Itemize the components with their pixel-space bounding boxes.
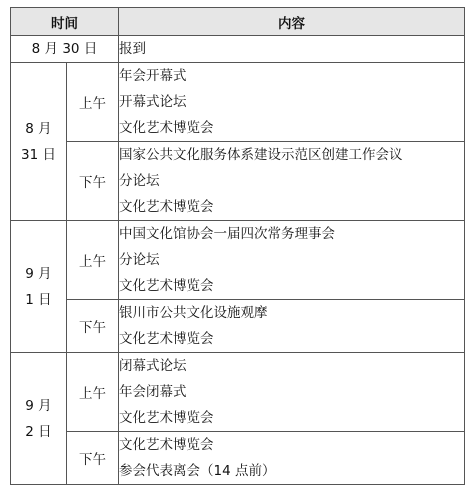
content-item: 文化艺术博览会 (119, 437, 214, 453)
date-cell (11, 221, 67, 353)
date-cell (11, 353, 67, 485)
date-month: 9 月 (25, 397, 52, 414)
table-row (11, 63, 465, 142)
content-item: 参会代表离会（14 点前） (119, 463, 276, 479)
content-item: 银川市公共文化设施观摩 (119, 305, 268, 321)
content-item: 分论坛 (119, 173, 160, 189)
date-day: 2 日 (25, 423, 52, 440)
content-item: 文化艺术博览会 (119, 331, 214, 347)
content-cell (119, 221, 465, 300)
table-header-row (11, 8, 465, 36)
content-cell (119, 142, 465, 221)
content-item: 国家公共文化服务体系建设示范区创建工作会议 (119, 147, 403, 163)
table-row (11, 353, 465, 432)
content-item: 文化艺术博览会 (119, 199, 214, 215)
period-cell: 下午 (67, 142, 119, 221)
content-item: 中国文化馆协会一届四次常务理事会 (119, 226, 335, 242)
date-month: 8 月 (25, 120, 52, 137)
date-month: 9 月 (25, 265, 52, 282)
content-cell (119, 36, 465, 63)
table-row (11, 432, 465, 485)
schedule-table (10, 7, 465, 485)
date-cell (11, 36, 119, 63)
table-row (11, 36, 465, 63)
table-row (11, 142, 465, 221)
content-item: 文化艺术博览会 (119, 278, 214, 294)
content-cell (119, 300, 465, 353)
period-cell: 上午 (67, 63, 119, 142)
table-row (11, 221, 465, 300)
period-cell: 下午 (67, 432, 119, 485)
table-row (11, 300, 465, 353)
header-content: 内容 (119, 8, 465, 36)
content-item: 开幕式论坛 (119, 94, 187, 110)
period-cell: 上午 (67, 221, 119, 300)
content-item: 年会开幕式 (119, 68, 187, 84)
content-item: 文化艺术博览会 (119, 120, 214, 136)
content-item: 报到 (119, 41, 146, 57)
content-cell (119, 63, 465, 142)
content-item: 文化艺术博览会 (119, 410, 214, 426)
content-item: 分论坛 (119, 252, 160, 268)
content-cell (119, 432, 465, 485)
date-label: 8 月 30 日 (31, 41, 98, 57)
content-cell (119, 353, 465, 432)
content-item: 年会闭幕式 (119, 384, 187, 400)
date-day: 1 日 (25, 291, 52, 308)
period-cell: 上午 (67, 353, 119, 432)
period-cell: 下午 (67, 300, 119, 353)
date-day: 31 日 (21, 146, 56, 163)
header-time: 时间 (11, 8, 119, 36)
date-cell (11, 63, 67, 221)
content-item: 闭幕式论坛 (119, 358, 187, 374)
